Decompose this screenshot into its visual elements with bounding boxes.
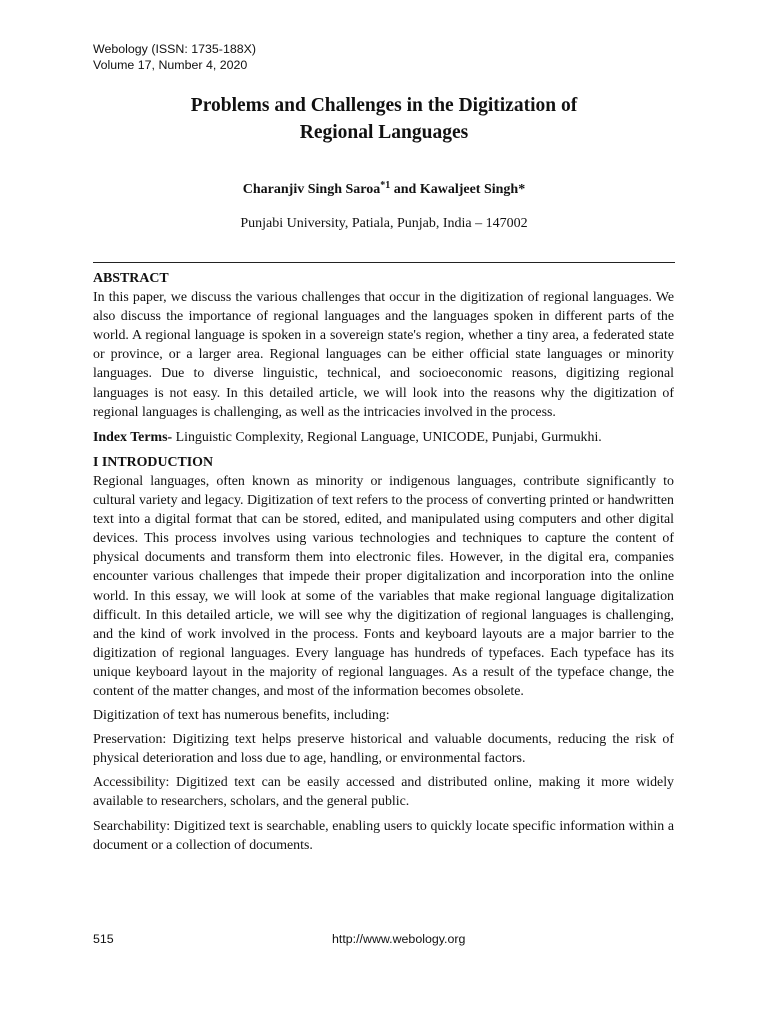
paper-title-line-1: Problems and Challenges in the Digitization of (190, 95, 578, 116)
introduction-paragraph-1: Regional languages, often known as minority or indigenous languages, contribute significantly to cultural variety and legacy. Digitization of text refers to the process of converting printed or handwritten text into a digital format that can be stored, edited, and manipulated using computers and other digital devices. This process involves using various technologies and techniques to capture the content of physical documents and transform them into electronic files. However, in the digital era, companies encounter various challenges that impede their proper digitalization and incorporation into the online world. In this essay, we will look at some of the variables that make regional language digitalization difficult. In this detailed article, we will see why the digitization of regional languages is challenging, and the kind of work involved in the process. Fonts and keyboard layouts are a major barrier to the digitization of regional languages. Every language has hundreds of typefaces. Each typeface has its unique keyboard layout in the majority of regional languages. As a result of the typeface change, the content of the matter changes, and most of the information becomes obsolete. (93, 473, 674, 699)
introduction-paragraph-2: Digitization of text has numerous benefits, including: (93, 708, 390, 724)
index-terms (93, 428, 674, 447)
author-separator: and (390, 182, 420, 197)
page-number: 515 (93, 932, 114, 946)
index-terms-text: Linguistic Complexity, Regional Language, UNICODE, Punjabi, Gurmukhi. (172, 429, 602, 445)
header-divider (93, 262, 675, 263)
footer-url: http://www.webology.org (332, 932, 466, 946)
author-1-affiliation-mark: *1 (380, 180, 391, 191)
index-terms-label: Index Terms- (93, 429, 173, 445)
abstract-heading: ABSTRACT (93, 271, 169, 286)
author-list (60, 181, 708, 199)
introduction-paragraph-3: Preservation: Digitizing text helps preserve historical and valuable documents, reducing the risk of physical deterioration and loss due to age, handling, or environmental factors. (93, 732, 674, 767)
paper-title-line-2: Regional Languages (299, 122, 469, 143)
journal-volume: Volume 17, Number 4, 2020 (93, 57, 248, 72)
introduction-heading: I INTRODUCTION (93, 454, 214, 470)
paper-body (93, 269, 674, 855)
journal-header (93, 42, 256, 73)
author-2: Kawaljeet Singh* (419, 182, 526, 197)
affiliation: Punjabi University, Patiala, Punjab, India – 147002 (240, 216, 528, 231)
abstract-text: In this paper, we discuss the various challenges that occur in the digitization of regional languages. We also discuss the importance of regional languages and the languages spoken in different parts of the world. A regional language is spoken in a sovereign state's region, whether a tiny area, a federated state or province, or a larger area. Regional languages can be either official state languages or minority languages. Due to diverse linguistic, technical, and socioeconomic reasons, digitizing regional languages is not easy. In this detailed article, we will look into the reasons why the digitization of regional languages is challenging, as well as the intricacies involved in the process. (93, 290, 674, 420)
introduction-paragraph-5: Searchability: Digitized text is searchable, enabling users to quickly locate specific information within a document or a collection of documents. (93, 818, 674, 853)
author-1: Charanjiv Singh Saroa (242, 182, 381, 197)
introduction-paragraph-4: Accessibility: Digitized text can be easily accessed and distributed online, making it more widely available to researchers, scholars, and the general public. (93, 775, 674, 810)
paper-title (60, 92, 708, 146)
journal-issn: Webology (ISSN: 1735-188X) (93, 42, 257, 56)
